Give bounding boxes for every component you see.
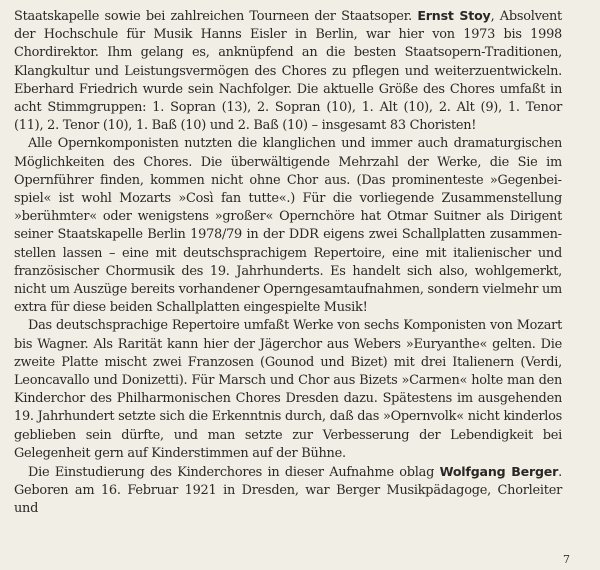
text-run: , Absolvent der Hochschule für Musik Hanns Eisler in Berlin, war hier von 1973 bis 1998 Chordirektor. Ihm gelang es, anknüpfend an die besten Staatsopern-Traditionen, Klangkultur und Leistungsvermögen des Chores zu pflegen und weiterzuentwickeln. Eberhard Friedrich wurde sein Nachfolger. Die aktuelle Größe des Chores umfaßt in acht Stimmgruppen: 1. Sopran (13), 2. Sopran (10), 1. Alt (10), 2. Alt (9), 1. Tenor (11), 2. Tenor (10), 1. Baß (10) und 2. Baß (10) – insgesamt 83 Choristen!: [14, 9, 562, 134]
paragraph: [14, 7, 562, 135]
text-run: Alle Opernkomponisten nutzten die klanglichen und immer auch dramaturgischen Möglichkeiten des Chores. Die überwältigende Mehrzahl der Werke, die Sie im Opernführer finden, kommen nicht ohne Chor aus. (Das prominenteste »Gegenbeispiel« ist wohl Mozarts »Così fan tutte«.) Für die vorliegende Zusammenstellung »berühmter« oder wenigstens »großer« Opernchöre hat Otmar Suitner als Dirigent seiner Staatskapelle Berlin 1978/79 in der DDR eigens zwei Schallplatten zusammenstellen lassen – eine mit deutschsprachigem Repertoire, eine mit italienischer und französischer Chormusik des 19. Jahrhunderts. Es handelt sich also, wohlgemerkt, nicht um Auszüge bereits vorhandener Operngesamtaufnahmen, sondern vielmehr um extra für diese beiden Schallplatten eingespielte Musik!: [14, 136, 563, 316]
text-run: . Geboren am 16. Februar 1921 in Dresden, war Berger Musikpädagoge, Chorleiter und: [14, 465, 562, 517]
person-name: Wolfgang Berger: [439, 464, 559, 480]
paragraph: [14, 135, 562, 317]
text-run: Das deutschsprachige Repertoire umfaßt Werke von sechs Komponisten von Mozart bis Wagner. Als Rarität kann hier der Jägerchor aus Webers »Euryanthe« gelten. Die zweite Platte mischt zwei Franzosen (Gounod und Bizet) mit drei Italienern (Verdi, Leoncavallo und Donizetti). Für Marsch und Chor aus Bizets »Carmen« holte man den Kinderchor des Philharmonischen Chores Dresden dazu. Spätestens im ausgehenden 19. Jahrhundert setzte sich die Erkenntnis durch, daß das »Opernvolk« nicht kinderlos geblieben sein dürfte, und man setzte zur Verbesserung der Lebendigkeit bei Gelegenheit gern auf Kinderstimmen auf der Bühne.: [14, 318, 562, 461]
paragraph: [14, 317, 562, 463]
person-name: Ernst Stoy: [417, 8, 491, 23]
page-number: 7: [563, 553, 570, 566]
body-text: [14, 7, 562, 519]
text-run: Die Einstudierung des Kinderchores in dieser Aufnahme oblag: [28, 465, 440, 481]
text-run: Staatskapelle sowie bei zahlreichen Tourneen der Staatsoper.: [14, 9, 418, 24]
paragraph: [14, 463, 562, 519]
